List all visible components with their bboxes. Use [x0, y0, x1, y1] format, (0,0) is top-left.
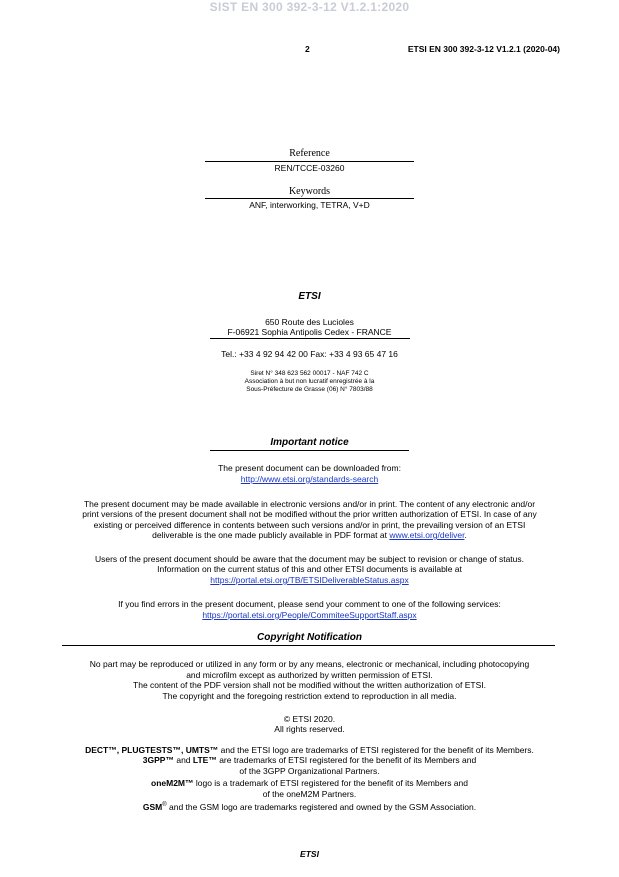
notice-para-1-line-4-period: . [464, 530, 467, 540]
org-siret-2: Association à but non lucratif enregistrée à la [244, 378, 375, 385]
etsi-deliver-link[interactable]: www.etsi.org/deliver [389, 530, 465, 540]
copyright-line-3: The content of the PDF version shall not be modified without the written authorization of ETSI. [133, 680, 486, 690]
trademark-gsm: GSM [142, 801, 163, 812]
keywords-value: ANF, interworking, TETRA, V+D [249, 200, 370, 210]
org-siret-1: Siret N° 348 623 562 00017 - NAF 742 C [250, 370, 369, 377]
org-name: ETSI [298, 291, 321, 302]
notice-para-1-line-1: The present document may be made available in electronic versions and/or in print. The content of any electronic and/or [83, 499, 536, 509]
org-siret-3: Sous-Préfecture de Grasse (06) N° 7803/88 [246, 386, 373, 393]
org-address-1: 650 Route des Lucioles [265, 317, 354, 327]
trademark-line-4-text: logo is a trademark of ETSI registered for the benefit of its Members and [193, 778, 468, 788]
copyright-rights: All rights reserved. [274, 724, 345, 734]
copyright-rule [62, 645, 555, 646]
reference-label: Reference [289, 148, 330, 159]
notice-title: Important notice [270, 437, 349, 448]
trademark-line-3: of the 3GPP Organizational Partners. [239, 766, 380, 776]
trademark-lte: LTE™ [192, 755, 217, 765]
trademark-line-2-and: and [173, 755, 193, 765]
org-address-2: F-06921 Sophia Antipolis Cedex - FRANCE [227, 327, 392, 337]
trademark-dect: DECT™, PLUGTESTS™, UMTS™ [85, 745, 219, 755]
keywords-label: Keywords [288, 186, 331, 197]
footer-etsi: ETSI [300, 849, 319, 859]
notice-para-1-line-2: print versions of the present document shall not be modified without the prior written authorization of ETSI. In case of any [82, 509, 537, 519]
deliverable-status-link[interactable]: https://portal.etsi.org/TB/ETSIDeliverableStatus.aspx [210, 575, 409, 585]
page-number: 2 [305, 44, 310, 54]
copyright-line-1: No part may be reproduced or utilized in any form or by any means, electronic or mechanical, including photocopying [89, 659, 530, 669]
notice-para-1-line-4 [0, 530, 619, 541]
standards-search-link[interactable]: http://www.etsi.org/standards-search [240, 474, 379, 484]
watermark: SIST EN 300 392-3-12 V1.2.1:2020 [209, 0, 410, 14]
trademark-line-2 [0, 755, 619, 766]
registered-mark: ® [162, 802, 167, 808]
trademark-onem2m: oneM2M™ [151, 778, 194, 788]
notice-para-2-line-1: Users of the present document should be aware that the document may be subject to revision or change of status. [94, 554, 525, 564]
document-id: ETSI EN 300 392-3-12 V1.2.1 (2020-04) [407, 44, 560, 54]
copyright-year: © ETSI 2020. [283, 714, 336, 724]
notice-para-1-line-3: existing or perceived difference in contents between such versions and/or in print, the prevailing version of an ETSI [93, 520, 526, 530]
trademark-line-5: of the oneM2M Partners. [262, 789, 357, 799]
trademark-line-2-text: are trademarks of ETSI registered for the benefit of its Members and [216, 755, 477, 765]
trademark-3gpp: 3GPP™ [142, 755, 174, 765]
reference-value: REN/TCCE-03260 [274, 163, 345, 173]
trademark-line-6-text: and the GSM logo are trademarks registered and owned by the GSM Association. [166, 801, 477, 812]
committee-support-link[interactable]: https://portal.etsi.org/People/CommiteeSupportStaff.aspx [202, 610, 417, 620]
notice-para-2-line-2: Information on the current status of this and other ETSI documents is available at [157, 564, 462, 574]
org-tel-fax: Tel.: +33 4 92 94 42 00 Fax: +33 4 93 65 47 16 [221, 349, 398, 359]
trademark-line-1 [0, 745, 619, 756]
trademark-line-6 [0, 800, 619, 812]
trademark-line-1-text: and the ETSI logo are trademarks of ETSI registered for the benefit of its Members. [218, 745, 534, 755]
copyright-title: Copyright Notification [257, 632, 362, 643]
copyright-line-2: and microfilm except as authorized by written permission of ETSI. [186, 670, 433, 680]
notice-para-1-line-4-text: deliverable is the one made publicly available in PDF format at [152, 530, 390, 540]
keywords-rule [205, 198, 414, 199]
copyright-line-4: The copyright and the foregoing restriction extend to reproduction in all media. [162, 691, 457, 701]
notice-download-text: The present document can be downloaded from: [218, 463, 401, 473]
trademark-line-4 [0, 778, 619, 789]
reference-rule [205, 161, 414, 162]
notice-para-3-line-1: If you find errors in the present document, please send your comment to one of the following services: [118, 599, 501, 609]
address-rule [210, 338, 410, 339]
notice-rule [210, 450, 409, 451]
